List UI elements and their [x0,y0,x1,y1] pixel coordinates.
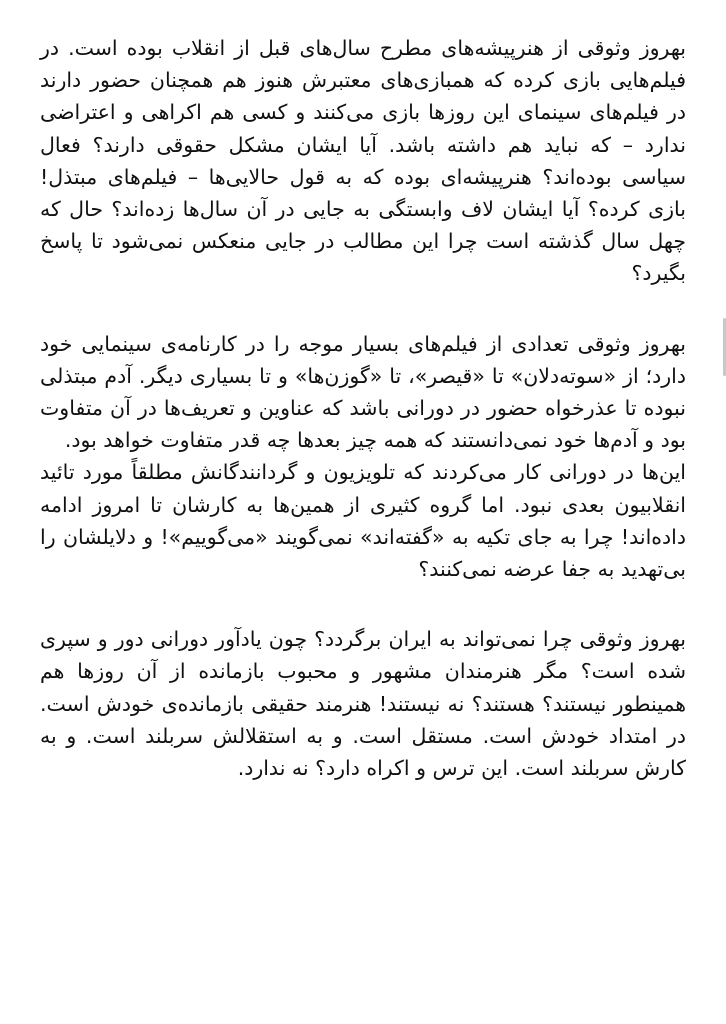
paragraph-3: این‌ها در دورانی کار می‌کردند که تلویزیون و گردانندگانش مطلقاً مورد تائید انقلابیون بعدی نبود. اما گروه کثیری از همین‌ها به کارشان تا امروز ادامه داده‌اند! چرا به جای تکیه به «گفته‌اند» نمی‌گویند «می‌گوییم»! و دلایلشان را بی‌تهدید به جفا عرضه نمی‌کنند؟ [40,460,686,582]
article-body [40,32,686,784]
paragraph-1: بهروز وثوقی از هنرپیشه‌های مطرح سال‌های قبل از انقلاب بوده است. در فیلم‌هایی بازی کرده که همبازی‌های معتبرش هنوز هم همچنان حضور دارند در فیلم‌های سینمای این روزها بازی می‌کنند و کسی هم اکراهی و اعتراضی ندارد – که نباید هم داشته باشد. آیا ایشان مشکل حقوقی دارند؟ فعال سیاسی بوده‌اند؟ هنرپیشه‌ای بوده که به قول حالایی‌ها – فیلم‌های مبتذل! بازی کرده؟ آیا ایشان لاف وابستگی به جایی در آن سال‌ها زده‌اند؟ حال که چهل سال گذشته است چرا این مطالب در جایی منعکس نمی‌شود تا پاسخ بگیرد؟ [40,36,686,286]
paragraph-spacer [40,585,686,623]
paragraph-spacer [40,290,686,328]
paragraph-2: بهروز وثوقی تعدادی از فیلم‌های بسیار موجه را در کارنامه‌ی سینمایی خود دارد؛ از «سوته‌دلان» تا «قیصر»، تا «گوزن‌ها» و تا بسیاری دیگر. آدم مبتذلی نبوده تا عذرخواه حضور در دورانی باشد که عناوین و تعریف‌ها در آن متفاوت بود و آدم‌ها خود نمی‌دانستند که همه چیز بعدها چه قدر متفاوت خواهد بود. [40,331,686,453]
paragraph-4: بهروز وثوقی چرا نمی‌تواند به ایران برگردد؟ چون یادآور دورانی دور و سپری شده است؟ مگر هنرمندان مشهور و محبوب بازمانده از آن روزها هم همینطور نیستند؟ هستند؟ نه نیستند! هنرمند حقیقی بازمانده‌ی خودش است. در امتداد خودش است. مستقل است. و به استقلالش سربلند است. و به کارش سربلند است. این ترس و اکراه دارد؟ نه ندارد. [40,627,686,781]
